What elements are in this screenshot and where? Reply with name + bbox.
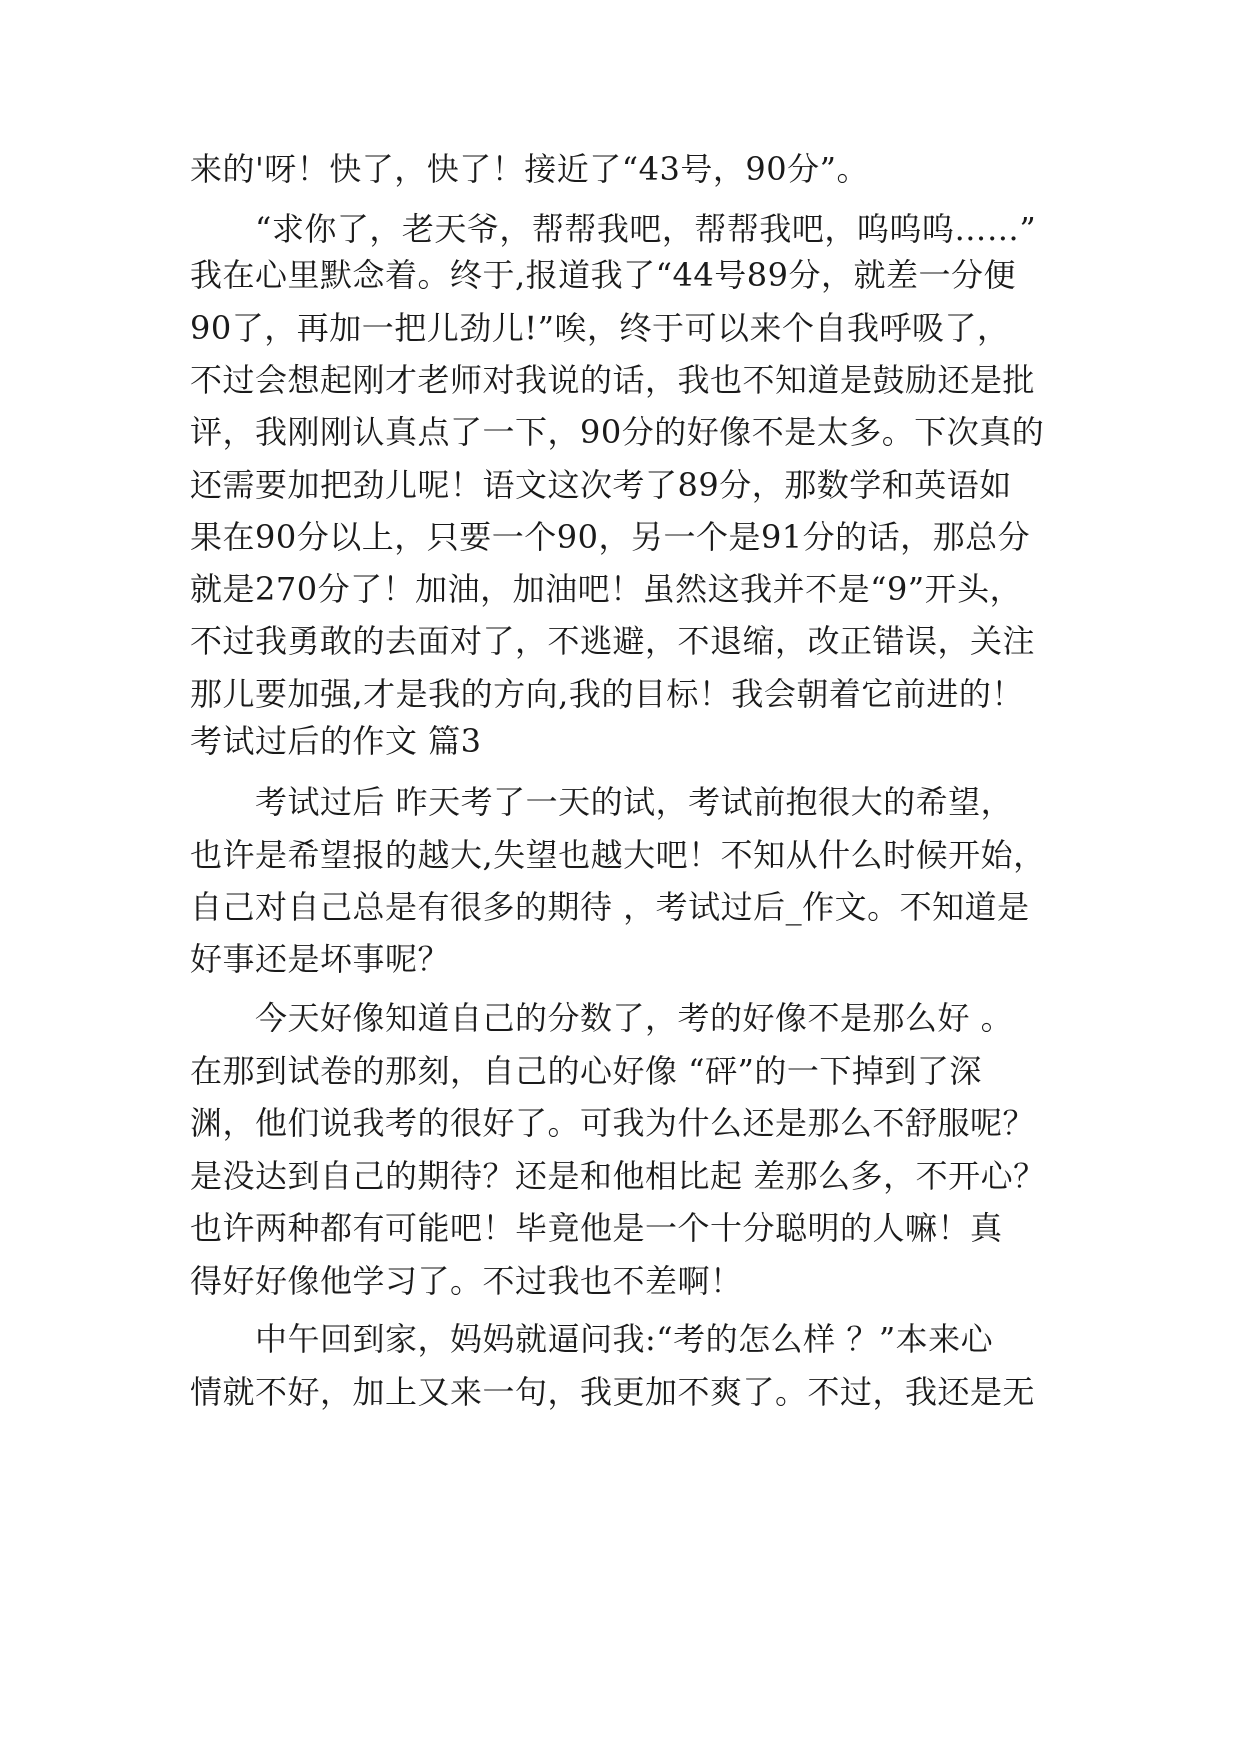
text-line: 今天好像知道自己的分数了，考的好像不是那么好 。	[255, 999, 1014, 1037]
text-line: 好事还是坏事呢？	[190, 940, 451, 978]
section-heading: 考试过后的作文 篇3	[190, 722, 482, 760]
text-line: 渊，他们说我考的很好了。可我为什么还是那么不舒服呢？	[190, 1104, 1036, 1142]
text-line: 在那到试卷的那刻，自己的心好像 “砰”的一下掉到了深	[190, 1052, 982, 1090]
text-line: 那儿要加强,才是我的方向,我的目标！我会朝着它前进的！	[190, 675, 1024, 713]
text-line: 不过会想起刚才老师对我说的话，我也不知道是鼓励还是批	[190, 361, 1036, 399]
text-line: “求你了，老天爷，帮帮我吧，帮帮我吧，呜呜呜……”	[255, 210, 1037, 248]
text-line: 果在90分以上，只要一个90，另一个是91分的话，那总分	[190, 518, 1031, 556]
text-line: 是没达到自己的期待？还是和他相比起 差那么多，不开心？	[190, 1157, 1046, 1195]
text-line: 也许两种都有可能吧！毕竟他是一个十分聪明的人嘛！真	[190, 1209, 1003, 1247]
text-line: 中午回到家，妈妈就逼问我:“考的怎么样 ？”本来心	[255, 1320, 994, 1358]
text-line: 不过我勇敢的去面对了，不逃避，不退缩，改正错误，关注	[190, 622, 1036, 660]
text-line: 来的'呀！快了，快了！接近了“43号，90分”。	[190, 150, 869, 188]
text-line: 还需要加把劲儿呢！语文这次考了89分，那数学和英语如	[190, 466, 1012, 504]
text-line: 就是270分了！加油，加油吧！虽然这我并不是“9”开头，	[190, 570, 1023, 608]
text-line: 自己对自己总是有很多的期待 ，考试过后_作文。不知道是	[190, 888, 1030, 926]
text-line: 评，我刚刚认真点了一下，90分的好像不是太多。下次真的	[190, 413, 1045, 451]
text-line: 情就不好，加上又来一句，我更加不爽了。不过，我还是无	[190, 1373, 1036, 1411]
text-line: 我在心里默念着。终于,报道我了“44号89分，就差一分便	[190, 256, 1016, 294]
text-line: 得好好像他学习了。不过我也不差啊！	[190, 1262, 743, 1300]
text-line: 90了，再加一把儿劲儿!”唉，终于可以来个自我呼吸了，	[190, 309, 1010, 347]
text-line: 也许是希望报的越大,失望也越大吧！不知从什么时候开始，	[190, 836, 1046, 874]
text-line: 考试过后 昨天考了一天的试，考试前抱很大的希望，	[255, 783, 1014, 821]
